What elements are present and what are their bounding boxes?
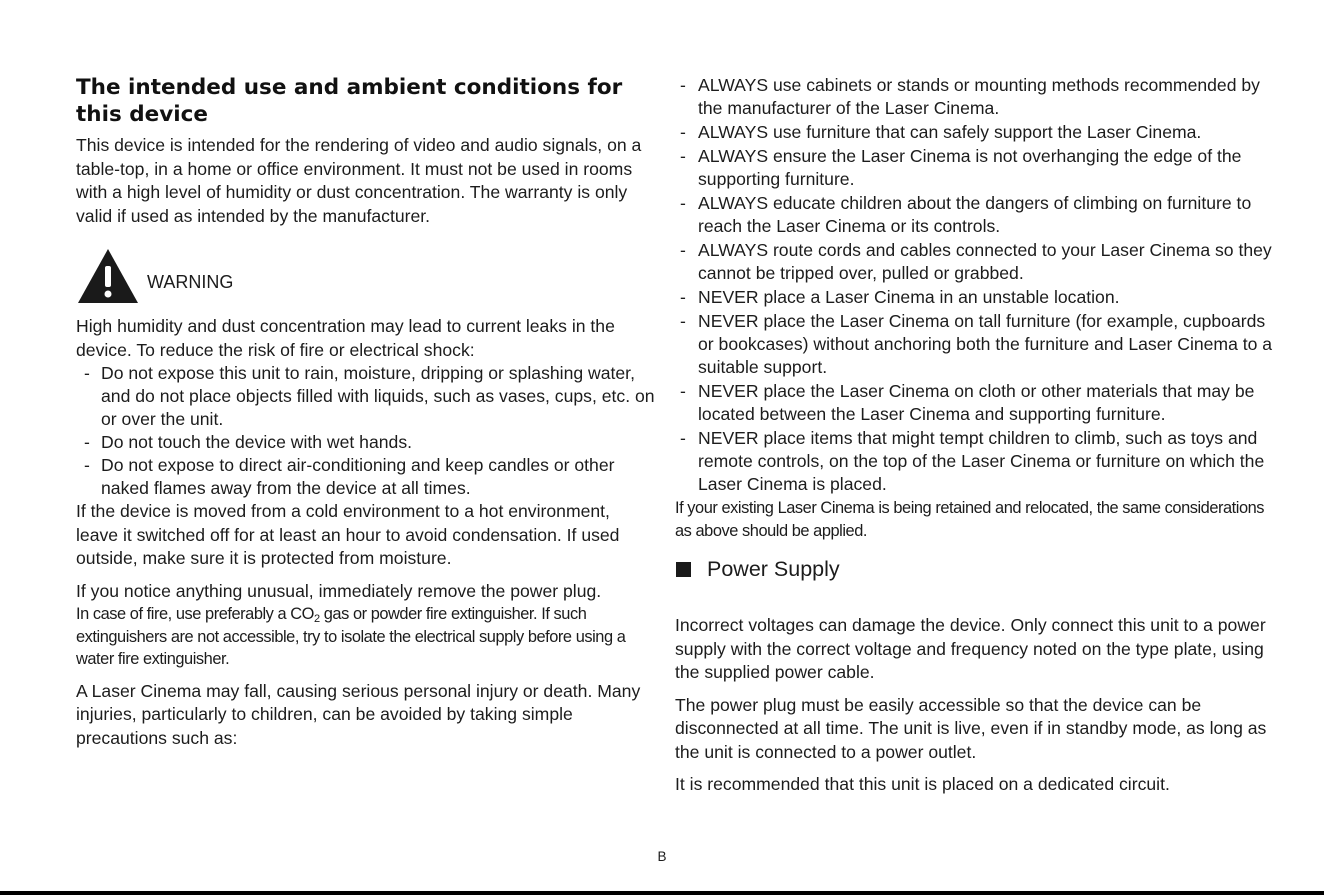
warning-list [76, 362, 656, 500]
fire-text-end: gas or powder fire extinguisher. If such extinguishers are not accessible, try to isolate the electrical supply before using a water fire extinguisher. [76, 605, 626, 668]
co2-subscript: 2 [313, 613, 320, 625]
left-column [76, 74, 656, 750]
list-item: - Do not touch the device with wet hands. [76, 431, 656, 454]
power-supply-heading [675, 556, 1275, 582]
list-item: - NEVER place the Laser Cinema on tall furniture (for example, cupboards or bookcases) without anchoring both the furniture and Laser Cinema to a suitable support. [675, 310, 1275, 379]
bottom-rule [0, 891, 1324, 895]
list-item: - Do not expose to direct air-conditioning and keep candles or other naked flames away from the device at all times. [76, 454, 656, 500]
list-item: - ALWAYS ensure the Laser Cinema is not overhanging the edge of the supporting furniture. [675, 145, 1275, 191]
unusual-paragraph: If you notice anything unusual, immediately remove the power plug. [76, 580, 602, 601]
right-column [675, 74, 1275, 797]
list-item: - NEVER place a Laser Cinema in an unstable location. [675, 286, 1275, 309]
warning-block [78, 249, 656, 303]
circuit-paragraph: It is recommended that this unit is placed on a dedicated circuit. [675, 774, 1170, 794]
list-item: - ALWAYS route cords and cables connected to your Laser Cinema so they cannot be tripped over, pulled or grabbed. [675, 239, 1275, 285]
list-item: - NEVER place the Laser Cinema on cloth or other materials that may be located between the Laser Cinema and supporting furniture. [675, 380, 1275, 426]
fall-paragraph: A Laser Cinema may fall, causing serious personal injury or death. Many injuries, particularly to children, can be avoided by taking simple precautions such as: [76, 680, 641, 748]
list-item: - ALWAYS educate children about the dangers of climbing on furniture to reach the Laser Cinema or its controls. [675, 192, 1275, 238]
power-supply-title: Power Supply [707, 557, 840, 581]
list-item: - Do not expose this unit to rain, moisture, dripping or splashing water, and do not place objects filled with liquids, such as vases, cups, etc. on or over the unit. [76, 362, 656, 431]
warning-paragraph: High humidity and dust concentration may lead to current leaks in the device. To reduce the risk of fire or electrical shock: [76, 316, 615, 360]
warning-triangle-icon [78, 249, 138, 303]
voltage-paragraph: Incorrect voltages can damage the device. Only connect this unit to a power supply with the correct voltage and frequency noted on the type plate, using the supplied power cable. [675, 615, 1266, 682]
list-item: - ALWAYS use cabinets or stands or mounting methods recommended by the manufacturer of the Laser Cinema. [675, 74, 1275, 120]
list-item: - NEVER place items that might tempt children to climb, such as toys and remote controls, on the top of the Laser Cinema or furniture on which the Laser Cinema is placed. [675, 427, 1275, 496]
fire-text-start: In case of fire, use preferably a CO [76, 605, 314, 623]
power-plug-paragraph: The power plug must be easily accessible so that the device can be disconnected at all time. The unit is live, even if in standby mode, as long as the unit is connected to a power outlet. [675, 694, 1267, 762]
precautions-list [675, 74, 1275, 496]
page-number: B [657, 849, 667, 864]
relocated-paragraph: If your existing Laser Cinema is being retained and relocated, the same considerations as above should be applied. [675, 499, 1265, 540]
fire-paragraph [76, 603, 656, 671]
intended-use-paragraph: This device is intended for the rendering of video and audio signals, on a table-top, in a home or office environment. It must not be used in rooms with a high level of humidity or dust concentration. The warranty is only valid if used as intended by the manufacturer. [76, 135, 642, 226]
warning-label: WARNING [147, 272, 234, 292]
section-title: The intended use and ambient conditions for this device [76, 75, 623, 127]
condensation-paragraph: If the device is moved from a cold environment to a hot environment, leave it switched off for at least an hour to avoid condensation. If used outside, make sure it is protected from moisture. [76, 501, 620, 568]
list-item: - ALWAYS use furniture that can safely support the Laser Cinema. [675, 121, 1275, 144]
square-bullet-icon [676, 562, 691, 577]
